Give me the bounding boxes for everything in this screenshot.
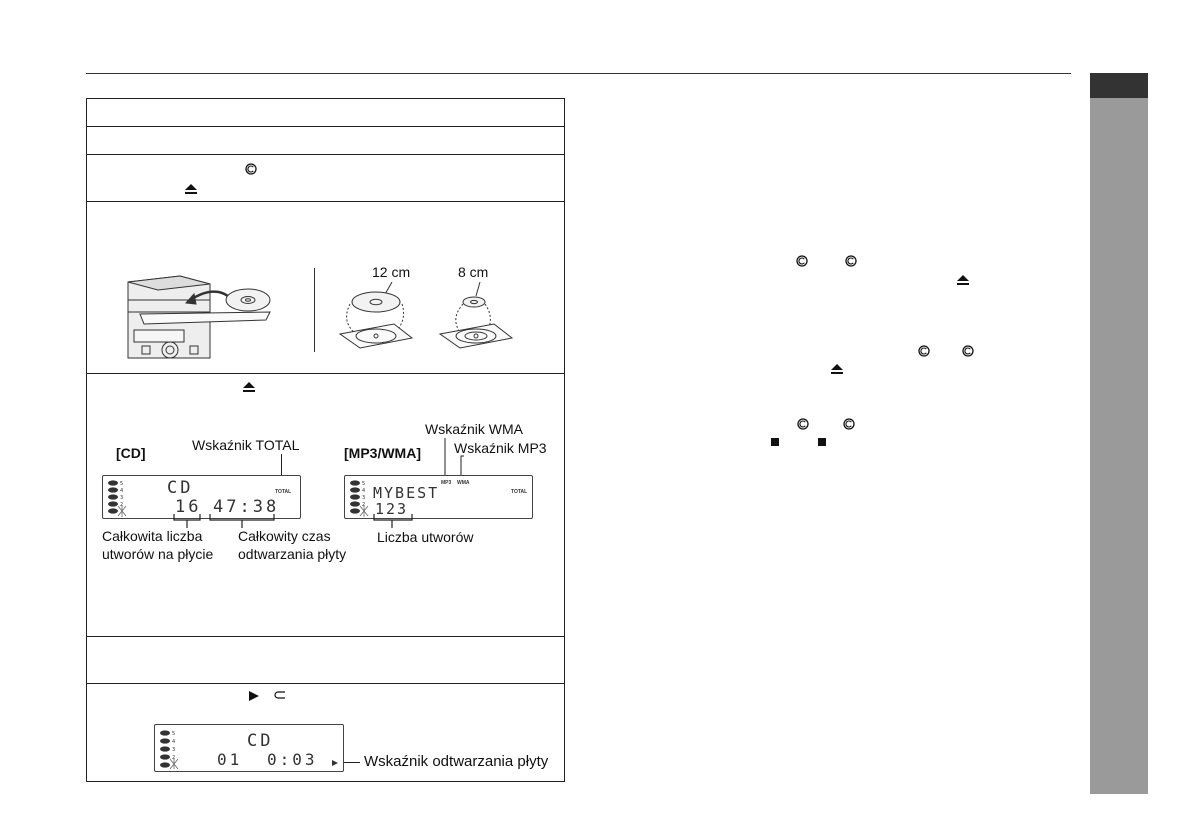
disc-slot-indicators: [106, 479, 128, 517]
svg-text:2: 2: [120, 502, 124, 508]
tray-8cm-illustration: [436, 282, 516, 350]
header-rule: [86, 73, 1071, 74]
svg-text:5: 5: [172, 731, 176, 737]
cd-value-brackets: [170, 512, 310, 528]
section-tab: [1090, 98, 1148, 794]
cd-tag: [CD]: [116, 445, 146, 461]
track-count-label: Liczba utworów: [377, 529, 474, 545]
stop-icon: [817, 437, 827, 447]
eject-icon: [830, 363, 844, 374]
svg-text:4: 4: [172, 739, 176, 745]
eject-icon: [956, 274, 970, 285]
stereo-loading-illustration: [120, 272, 280, 360]
svg-text:3: 3: [172, 747, 176, 753]
play-indicator-label: Wskaźnik odtwarzania płyty: [364, 753, 549, 770]
repeat-icon: [274, 690, 286, 702]
disc-slot-indicators: [348, 479, 370, 517]
lcd-cd-total-tag: TOTAL: [275, 489, 292, 495]
row-divider: [86, 636, 565, 637]
svg-text:4: 4: [120, 488, 124, 494]
mp3-wma-tag: [MP3/WMA]: [344, 445, 421, 461]
svg-text:2: 2: [362, 502, 366, 508]
lcd-cd-mode: CD: [167, 478, 194, 498]
lcd-cd-time: 47:38: [213, 497, 280, 517]
lcd-mp3-total-tag: TOTAL: [511, 489, 528, 495]
lcd-mp3-tracks: 123: [375, 500, 409, 518]
lcd-mp3-title: MYBEST: [373, 484, 440, 502]
tray-12cm-illustration: [336, 282, 416, 350]
row-divider: [86, 154, 565, 155]
disc-slot-indicators: [158, 729, 180, 769]
total-tracks-label-line1: Całkowita liczba: [102, 528, 203, 544]
total-time-label-line2: odtwarzania płyty: [238, 546, 347, 562]
eject-icon: [242, 381, 256, 392]
svg-text:5: 5: [362, 481, 366, 487]
total-time-label-line1: Całkowity czas: [238, 528, 331, 544]
disc-icon: [843, 418, 855, 430]
section-tab-top: [1090, 73, 1148, 98]
lcd-play-track: 01: [217, 750, 243, 769]
lcd-play-mode: CD: [247, 731, 274, 751]
disc-icon: [845, 255, 857, 267]
row-divider: [86, 201, 565, 202]
total-tracks-label-line2: utworów na płycie: [102, 546, 214, 562]
lcd-mp3-tag: MP3: [441, 480, 452, 486]
disc-icon: [962, 345, 974, 357]
play-indicator-icon: [331, 759, 339, 767]
row-divider: [86, 373, 565, 374]
eject-icon: [184, 183, 198, 194]
play-icon: [248, 690, 260, 702]
svg-text:4: 4: [362, 488, 366, 494]
svg-text:3: 3: [120, 495, 124, 501]
disc-icon: [796, 255, 808, 267]
lcd-play-display: [154, 724, 344, 772]
svg-text:2: 2: [172, 755, 176, 761]
size-12-label: 12 cm: [372, 264, 411, 280]
illustration-divider: [314, 268, 315, 352]
lcd-play-time: 0:03: [267, 750, 318, 769]
disc-icon: [245, 163, 257, 175]
stop-icon: [770, 437, 780, 447]
lcd-wma-tag: WMA: [457, 480, 470, 486]
size-8-label: 8 cm: [458, 264, 489, 280]
row-divider: [86, 126, 565, 127]
svg-text:3: 3: [362, 495, 366, 501]
disc-icon: [797, 418, 809, 430]
row-divider: [86, 683, 565, 684]
svg-text:5: 5: [120, 481, 124, 487]
lcd-cd-tracks: 16: [175, 497, 202, 517]
wma-indicator-label: Wskaźnik WMA: [425, 421, 523, 437]
disc-icon: [918, 345, 930, 357]
track-count-bracket: [370, 512, 420, 528]
total-indicator-label: Wskaźnik TOTAL: [192, 437, 300, 453]
mp3-indicator-label: Wskaźnik MP3: [454, 440, 547, 456]
play-indicator-leader: [344, 762, 360, 763]
